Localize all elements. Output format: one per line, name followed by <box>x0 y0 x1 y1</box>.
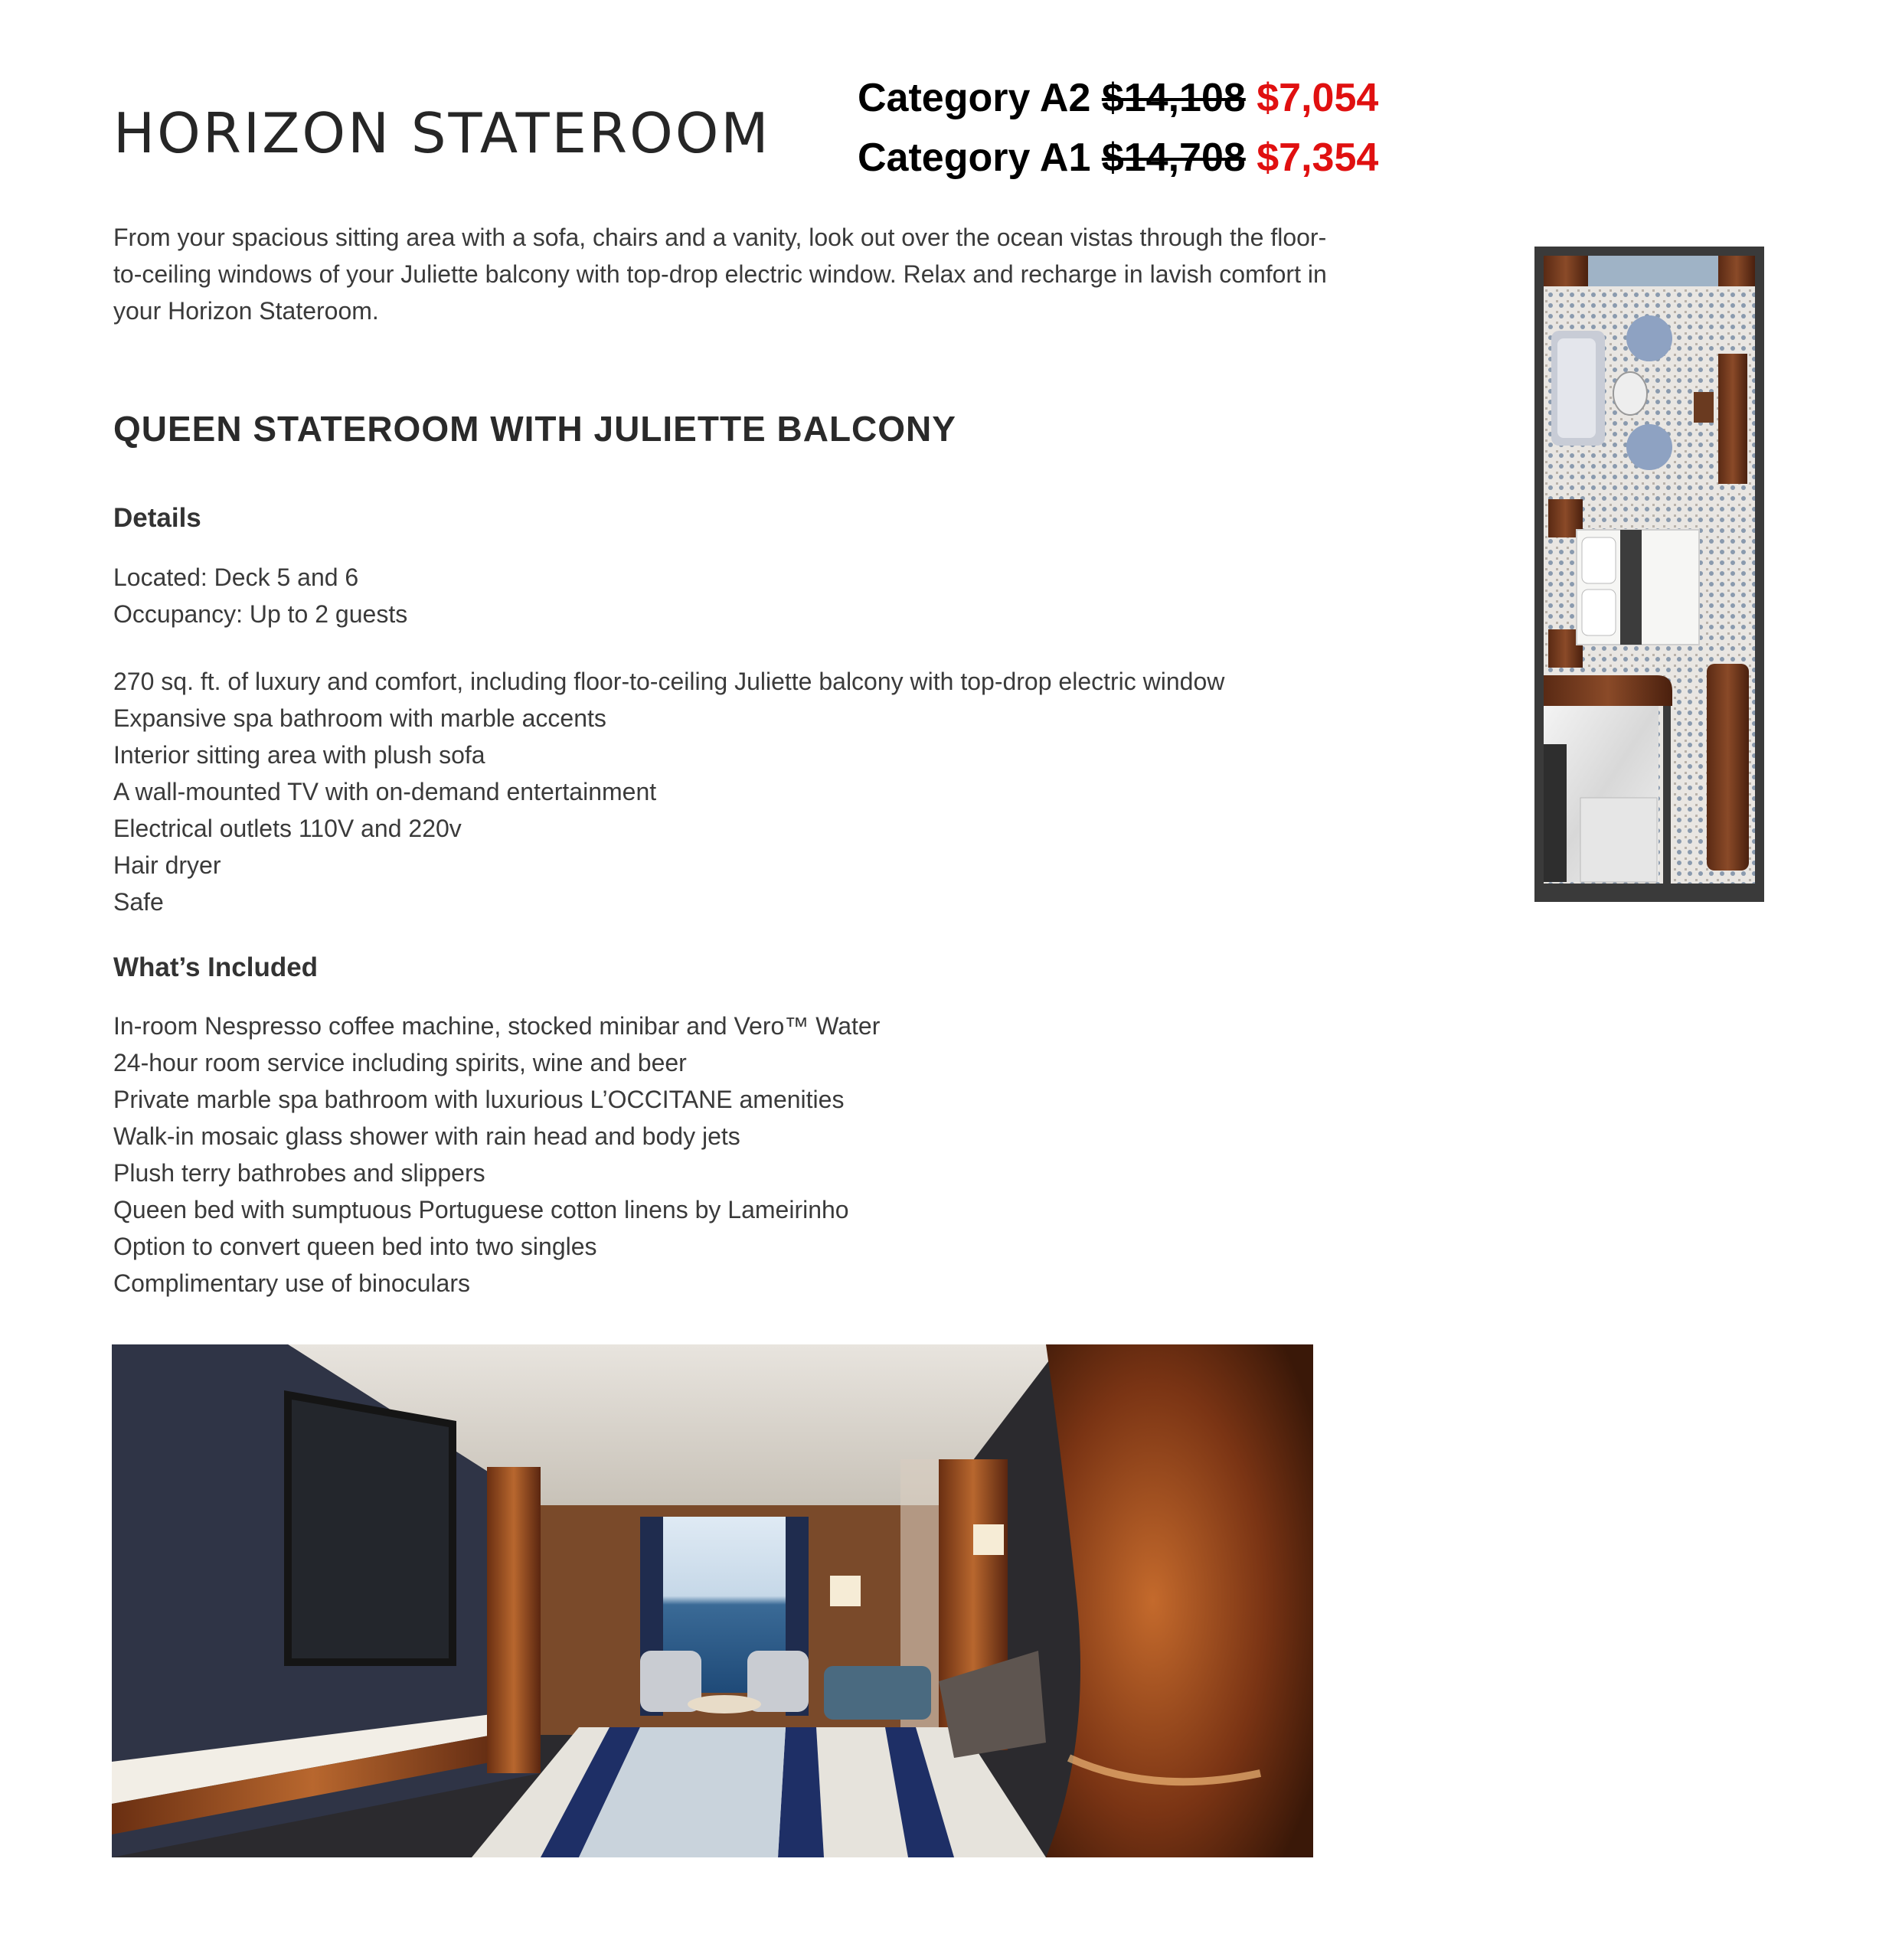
list-item: 270 sq. ft. of luxury and comfort, including floor-to-ceiling Juliette balcony with top-drop electric window <box>113 668 1225 695</box>
floor-plan-image <box>1534 247 1764 902</box>
list-item: Electrical outlets 110V and 220v <box>113 815 462 842</box>
list-item: 24-hour room service including spirits, wine and beer <box>113 1049 687 1076</box>
list-item: Walk-in mosaic glass shower with rain head and body jets <box>113 1122 740 1150</box>
details-heading: Details <box>113 503 201 533</box>
original-price: $14,108 <box>1101 76 1246 120</box>
list-item: Plush terry bathrobes and slippers <box>113 1159 485 1187</box>
details-basics-list <box>113 559 407 632</box>
list-item: Located: Deck 5 and 6 <box>113 564 359 591</box>
list-item: Option to convert queen bed into two singles <box>113 1233 597 1260</box>
list-item: Occupancy: Up to 2 guests <box>113 600 408 628</box>
list-item: In-room Nespresso coffee machine, stocked minibar and Vero™ Water <box>113 1012 881 1040</box>
list-item: Complimentary use of binoculars <box>113 1269 470 1297</box>
list-item: Safe <box>113 888 164 916</box>
list-item: A wall-mounted TV with on-demand entertainment <box>113 778 657 805</box>
details-features-list <box>113 663 1224 920</box>
sale-price: $7,354 <box>1257 136 1379 180</box>
price-row-a1 <box>858 135 1378 181</box>
list-item: Expansive spa bathroom with marble accents <box>113 704 606 732</box>
sale-price: $7,054 <box>1257 76 1379 120</box>
included-list <box>113 1008 880 1302</box>
price-category: Category A2 <box>858 76 1091 120</box>
list-item: Queen bed with sumptuous Portuguese cotton linens by Lameirinho <box>113 1196 849 1223</box>
price-row-a2 <box>858 75 1378 121</box>
list-item: Interior sitting area with plush sofa <box>113 741 485 769</box>
intro-paragraph: From your spacious sitting area with a sofa, chairs and a vanity, look out over the ocean vistas through the floor-to-ceiling windows of your Juliette balcony with top-drop electric window. Relax and recharge in lavish comfort in your Horizon Stateroom. <box>113 224 1327 325</box>
original-price: $14,708 <box>1101 136 1246 180</box>
list-item: Private marble spa bathroom with luxurious L’OCCITANE amenities <box>113 1086 845 1113</box>
list-item: Hair dryer <box>113 851 221 879</box>
included-heading: What’s Included <box>113 952 319 982</box>
stateroom-photo <box>112 1344 1313 1857</box>
page-title: HORIZON STATEROOM <box>113 101 771 165</box>
price-category: Category A1 <box>858 136 1091 180</box>
section-title: QUEEN STATEROOM WITH JULIETTE BALCONY <box>113 409 956 449</box>
